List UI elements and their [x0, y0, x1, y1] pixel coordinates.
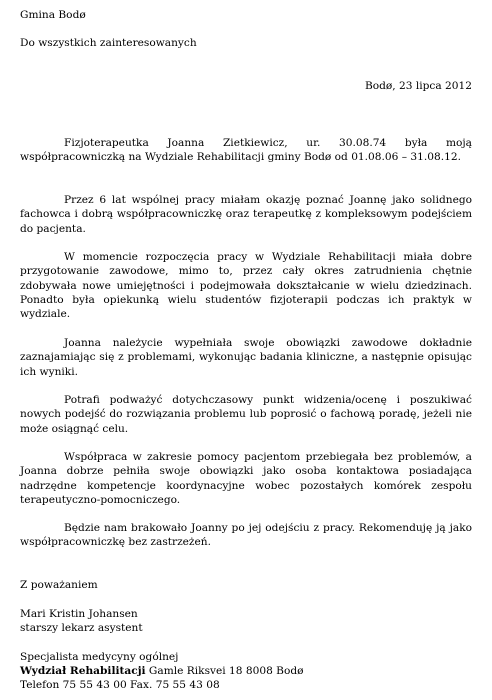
footer-address-line — [20, 664, 472, 678]
paragraph-3: W momencie rozpoczęcia pracy w Wydziale Rehabilitacji miała dobre przygotowanie zawodowe, mimo to, przez cały okres zatrudnienia chętnie zdobywała nowe umiejętności i podejmowała dokształcanie w wielu dziedzinach. Ponadto była opiekunką wielu studentów fizjoterapii podczas ich praktyk w wydziale. — [20, 251, 472, 321]
signer-name: Mari Kristin Johansen — [20, 608, 138, 620]
footer-role: Specjalista medycyny ogólnej — [20, 651, 179, 663]
paragraph-6: Współpraca w zakresie pomocy pacjentom przebiegała bez problemów, a Joanna dobrze pełniła swoje obowiązki jako osoba kontaktowa posiadająca nadrzędne kompetencje koordynacyjne wobec pozostałych komórek zespołu terapeutyczno-pomocniczego. — [20, 451, 472, 506]
salutation: Do wszystkich zainteresowanych — [20, 37, 197, 49]
paragraph-4: Joanna należycie wypełniała swoje obowiązki zawodowe dokładnie zaznajamiając się z problemami, wykonując badania kliniczne, a następnie opisując ich wyniki. — [20, 337, 472, 378]
footer-department: Wydział Rehabilitacji — [20, 665, 146, 677]
paragraph-1: Fizjoterapeutka Joanna Zietkiewicz, ur. 30.08.74 była moją współpracowniczką na Wydziale Rehabilitacji gminy Bodø od 01.08.06 – 31.08.12. — [20, 137, 472, 164]
issuer-name: Gmina Bodø — [20, 9, 86, 21]
signer-title: starszy lekarz asystent — [20, 622, 143, 634]
paragraph-5: Potrafi podważyć dotychczasowy punkt widzenia/ocenę i poszukiwać nowych podejść do rozwiązania problemu lub poprosić o fachową poradę, jeżeli nie może osiągnąć celu. — [20, 394, 472, 435]
place-date: Bodø, 23 lipca 2012 — [364, 80, 472, 92]
footer-address: Gamle Riksvei 18 8008 Bodø — [145, 665, 304, 677]
paragraph-7: Będzie nam brakowało Joanny po jej odejściu z pracy. Rekomenduję ją jako współpracowniczkę bez zastrzeżeń. — [20, 522, 472, 549]
footer-contact: Telefon 75 55 43 00 Fax. 75 55 43 08 — [20, 679, 220, 691]
closing-regards: Z poważaniem — [20, 579, 98, 591]
paragraph-2: Przez 6 lat wspólnej pracy miałam okazję poznać Joannę jako solidnego fachowca i dobrą współpracowniczkę oraz terapeutkę z kompleksowym podejściem do pacjenta. — [20, 194, 472, 235]
